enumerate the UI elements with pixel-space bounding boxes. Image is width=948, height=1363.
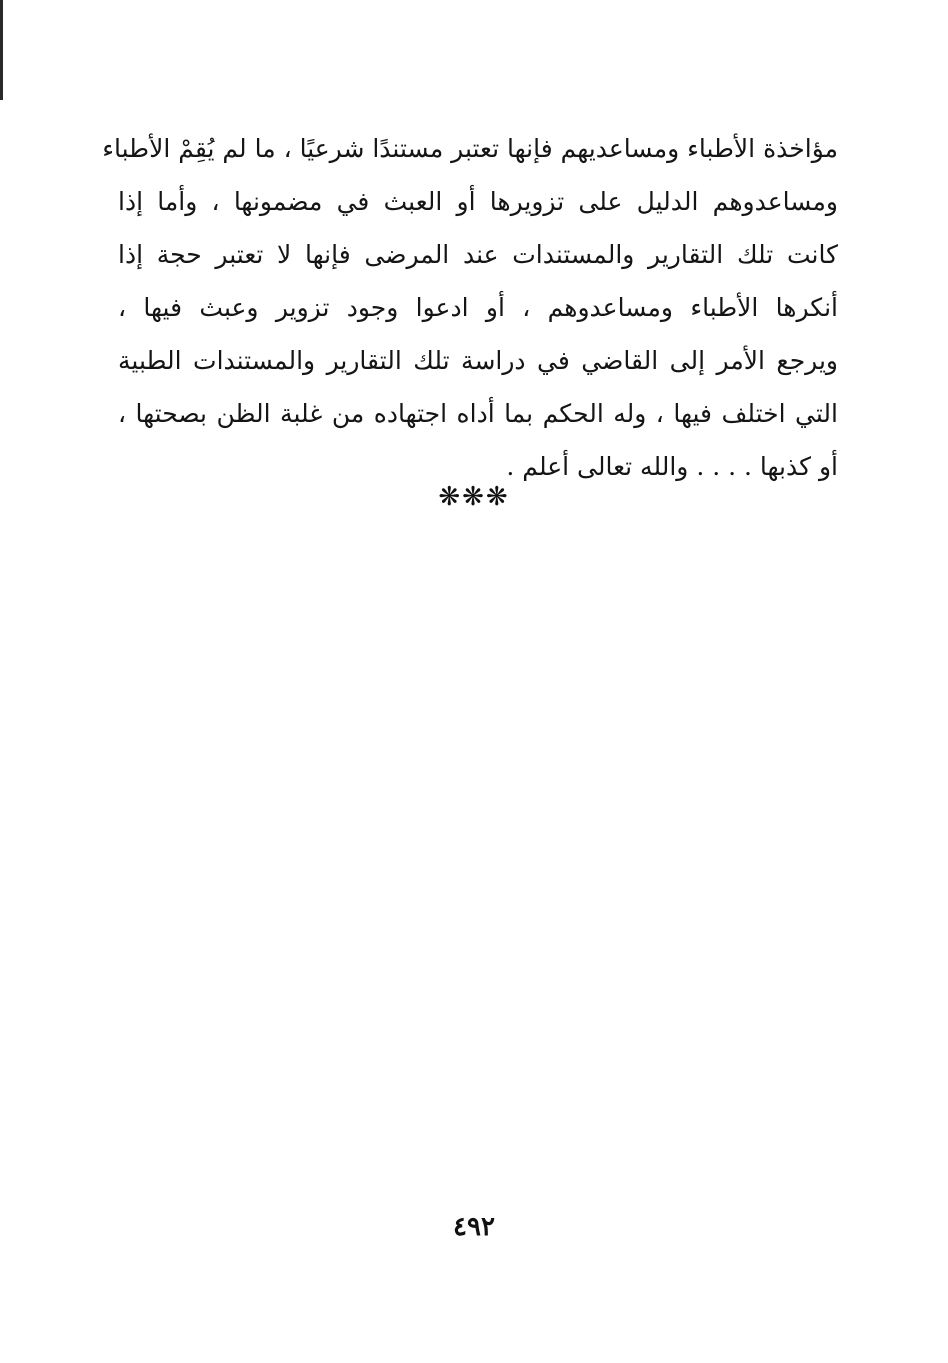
text-line-7: أو كذبها . . . . والله تعالى أعلم . xyxy=(506,452,838,481)
text-line-3: كانت تلك التقارير والمستندات عند المرضى فإنها لا تعتبر حجة إذا xyxy=(118,240,838,269)
text-line-4: أنكرها الأطباء ومساعدوهم ، أو ادعوا وجود تزوير وعبث فيها ، xyxy=(118,293,838,322)
scan-edge-mark xyxy=(0,0,3,100)
text-line-2: ومساعدوهم الدليل على تزويرها أو العبث في مضمونها ، وأما إذا xyxy=(118,187,838,216)
text-line-1: مؤاخذة الأطباء ومساعديهم فإنها تعتبر مستندًا شرعيًا ، ما لم يُقِمْ الأطباء xyxy=(102,134,838,163)
text-line-5: ويرجع الأمر إلى القاضي في دراسة تلك التقارير والمستندات الطبية xyxy=(118,346,838,375)
page-number: ٤٩٢ xyxy=(453,1212,495,1242)
body-paragraph xyxy=(102,122,838,493)
section-separator: ❋❋❋ xyxy=(438,482,510,512)
text-line-6: التي اختلف فيها ، وله الحكم بما أداه اجتهاده من غلبة الظن بصحتها ، xyxy=(118,399,838,428)
